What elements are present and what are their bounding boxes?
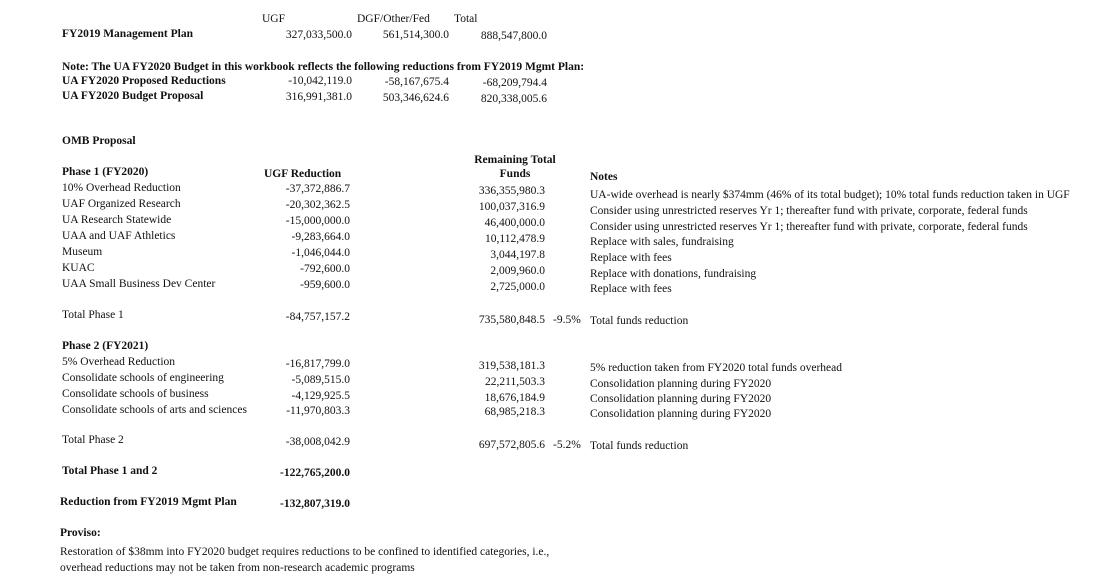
proposal-dgf: 503,346,624.6 xyxy=(382,92,449,104)
phase2-total-note: Total funds reduction xyxy=(590,440,689,452)
phase1-total-ugf: -84,757,157.2 xyxy=(285,311,350,323)
phase1-total-label: Total Phase 1 xyxy=(62,309,124,321)
row-note: Consider using unrestricted reserves Yr 1; thereafter fund with private, corporate, federal funds xyxy=(590,205,1028,217)
row-note: Consolidation planning during FY2020 xyxy=(590,408,772,420)
row-note: 5% reduction taken from FY2020 total funds overhead xyxy=(590,362,842,374)
reductions-dgf: -58,167,675.4 xyxy=(384,76,449,88)
row-ugf-reduction: -11,970,803.3 xyxy=(286,405,350,417)
column-header-remaining-1: Remaining Total xyxy=(474,154,556,166)
row-remaining-funds: 336,355,980.3 xyxy=(478,185,545,197)
row-label: UA Research Statewide xyxy=(62,214,172,226)
row-ugf-reduction: -1,046,044.0 xyxy=(291,247,350,259)
phase1-title: Phase 1 (FY2020) xyxy=(62,166,149,178)
row-label: Consolidate schools of arts and sciences xyxy=(62,404,247,416)
row-label: 10% Overhead Reduction xyxy=(62,182,181,194)
row-remaining-funds: 22,211,503.3 xyxy=(485,376,545,388)
row-label: UAA Small Business Dev Center xyxy=(62,278,216,290)
phase2-total-ugf: -38,008,042.9 xyxy=(285,436,350,448)
proviso-line-1: Restoration of $38mm into FY2020 budget requires reductions to be confined to identified categories, i.e., xyxy=(60,546,550,558)
phase1-total-note: Total funds reduction xyxy=(590,315,689,327)
phase1-total-percent: -9.5% xyxy=(553,314,581,326)
phase2-total-remaining: 697,572,805.6 xyxy=(478,439,545,451)
row-ugf-reduction: -37,372,886.7 xyxy=(285,183,350,195)
proposal-total: 820,338,005.6 xyxy=(480,93,547,105)
phase2-total-percent: -5.2% xyxy=(553,439,581,451)
phase2-title: Phase 2 (FY2021) xyxy=(62,340,149,352)
row-remaining-funds: 68,985,218.3 xyxy=(484,406,545,418)
row-ugf-reduction: -792,600.0 xyxy=(300,263,350,275)
row-remaining-funds: 319,538,181.3 xyxy=(478,360,545,372)
proposal-label: UA FY2020 Budget Proposal xyxy=(62,90,204,102)
reductions-total: -68,209,794.4 xyxy=(482,77,547,89)
row-note: Consolidation planning during FY2020 xyxy=(590,378,772,390)
grand-total-ugf: -122,765,200.0 xyxy=(280,467,350,479)
proviso-title: Proviso: xyxy=(60,527,101,539)
reduction-label: Reduction from FY2019 Mgmt Plan xyxy=(60,496,237,508)
row-remaining-funds: 100,037,316.9 xyxy=(478,201,545,213)
column-header-ugf: UGF xyxy=(262,13,286,25)
phase1-total-remaining: 735,580,848.5 xyxy=(478,314,545,326)
row-ugf-reduction: -9,283,664.0 xyxy=(291,231,350,243)
column-header-total: Total xyxy=(454,13,478,25)
row-remaining-funds: 3,044,197.8 xyxy=(490,249,545,261)
column-header-remaining-2: Funds xyxy=(499,168,531,180)
row-label: UAA and UAF Athletics xyxy=(62,230,176,242)
row-remaining-funds: 10,112,478.9 xyxy=(485,233,545,245)
row-note: Replace with sales, fundraising xyxy=(590,236,734,248)
row-ugf-reduction: -15,000,000.0 xyxy=(285,215,350,227)
row-label: Museum xyxy=(62,246,103,258)
mgmt-plan-total: 888,547,800.0 xyxy=(480,30,547,42)
proviso-line-2: overhead reductions may not be taken from non-research academic programs xyxy=(60,562,415,574)
row-remaining-funds: 46,400,000.0 xyxy=(484,217,545,229)
row-label: UAF Organized Research xyxy=(62,198,181,210)
row-remaining-funds: 2,725,000.0 xyxy=(490,281,545,293)
row-ugf-reduction: -4,129,925.5 xyxy=(291,390,350,402)
mgmt-plan-ugf: 327,033,500.0 xyxy=(285,29,352,41)
reductions-label: UA FY2020 Proposed Reductions xyxy=(62,75,226,87)
row-ugf-reduction: -16,817,799.0 xyxy=(285,358,350,370)
reduction-ugf: -132,807,319.0 xyxy=(280,498,350,510)
row-label: Consolidate schools of business xyxy=(62,388,209,400)
column-header-dgf: DGF/Other/Fed xyxy=(357,13,430,25)
row-note: Consolidation planning during FY2020 xyxy=(590,393,772,405)
omb-title: OMB Proposal xyxy=(62,135,136,147)
row-note: Replace with fees xyxy=(590,283,672,295)
row-remaining-funds: 18,676,184.9 xyxy=(484,392,545,404)
row-note: UA-wide overhead is nearly $374mm (46% of its total budget); 10% total funds reduction taken in UGF xyxy=(590,189,1070,201)
row-note: Replace with donations, fundraising xyxy=(590,268,757,280)
column-header-notes: Notes xyxy=(590,171,618,183)
grand-total-label: Total Phase 1 and 2 xyxy=(62,465,158,477)
row-label: Consolidate schools of engineering xyxy=(62,372,224,384)
row-label: KUAC xyxy=(62,262,95,274)
proposal-ugf: 316,991,381.0 xyxy=(285,91,352,103)
phase2-total-label: Total Phase 2 xyxy=(62,434,124,446)
note-text: Note: The UA FY2020 Budget in this workbook reflects the following reductions from FY2019 Mgmt Plan: xyxy=(62,61,585,73)
row-note: Replace with fees xyxy=(590,252,672,264)
mgmt-plan-label: FY2019 Management Plan xyxy=(62,28,193,40)
mgmt-plan-dgf: 561,514,300.0 xyxy=(382,29,449,41)
reductions-ugf: -10,042,119.0 xyxy=(288,75,352,87)
row-ugf-reduction: -5,089,515.0 xyxy=(291,374,350,386)
row-ugf-reduction: -20,302,362.5 xyxy=(285,199,350,211)
row-note: Consider using unrestricted reserves Yr 1; thereafter fund with private, corporate, federal funds xyxy=(590,221,1028,233)
row-ugf-reduction: -959,600.0 xyxy=(300,279,350,291)
column-header-ugf-reduction: UGF Reduction xyxy=(264,168,342,180)
row-remaining-funds: 2,009,960.0 xyxy=(490,265,545,277)
row-label: 5% Overhead Reduction xyxy=(62,356,176,368)
